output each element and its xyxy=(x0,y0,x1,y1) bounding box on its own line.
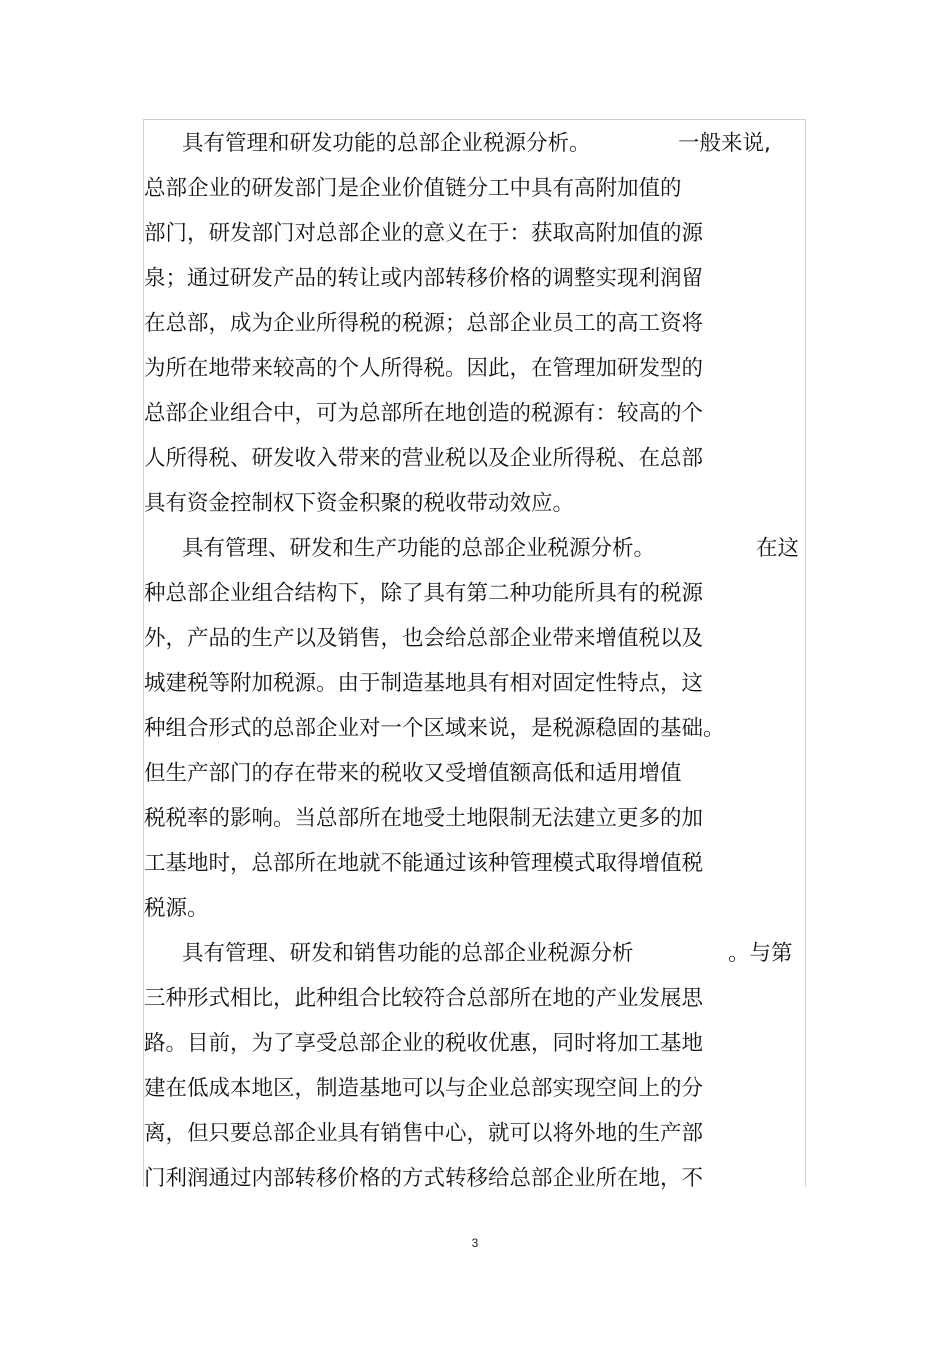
paragraph-3-heading: 具有管理、研发和销售功能的总部企业税源分析 xyxy=(182,941,634,966)
paragraph-1-heading: 具有管理和研发功能的总部企业税源分析。 xyxy=(182,131,591,156)
paragraph-2-line-9: 税源。 xyxy=(144,896,209,921)
paragraph-2-line-6: 但生产部门的存在带来的税收又受增值额高低和适用增值 xyxy=(144,761,682,786)
paragraph-2-line-7: 税税率的影响。当总部所在地受土地限制无法建立更多的加 xyxy=(144,806,704,831)
paragraph-1-line-2: 总部企业的研发部门是企业价值链分工中具有高附加值的 xyxy=(144,176,682,201)
paragraph-1-line-4: 泉；通过研发产品的转让或内部转移价格的调整实现利润留 xyxy=(144,266,704,291)
paragraph-2-line-8: 工基地时，总部所在地就不能通过该种管理模式取得增值税 xyxy=(144,851,704,876)
paragraph-2-line-1-tail: 在这 xyxy=(756,536,800,561)
paragraph-2-line-2: 种总部企业组合结构下，除了具有第二种功能所具有的税源 xyxy=(144,581,704,606)
paragraph-3-line-5: 离，但只要总部企业具有销售中心，就可以将外地的生产部 xyxy=(144,1121,704,1146)
paragraph-1-line-1-tail: 一般来说, xyxy=(678,131,771,156)
paragraph-3-line-1-tail: 。与第 xyxy=(728,941,793,966)
paragraph-1-line-8: 人所得税、研发收入带来的营业税以及企业所得税、在总部 xyxy=(144,446,704,471)
paragraph-1-line-5: 在总部，成为企业所得税的税源；总部企业员工的高工资将 xyxy=(144,311,704,336)
paragraph-3-line-1 xyxy=(182,940,634,968)
paragraph-1-line-9: 具有资金控制权下资金积聚的税收带动效应。 xyxy=(144,491,575,516)
page-number: 3 xyxy=(471,1236,479,1250)
paragraph-2-line-5: 种组合形式的总部企业对一个区域来说，是税源稳固的基础。 xyxy=(144,716,725,741)
paragraph-2-heading: 具有管理、研发和生产功能的总部企业税源分析。 xyxy=(182,536,656,561)
paragraph-1-line-6: 为所在地带来较高的个人所得税。因此，在管理加研发型的 xyxy=(144,356,704,381)
paragraph-2-line-4: 城建税等附加税源。由于制造基地具有相对固定性特点，这 xyxy=(144,671,704,696)
paragraph-1-line-3: 部门，研发部门对总部企业的意义在于：获取高附加值的源 xyxy=(144,221,704,246)
paragraph-1-line-1 xyxy=(182,130,591,158)
paragraph-3-line-3: 路。目前，为了享受总部企业的税收优惠，同时将加工基地 xyxy=(144,1031,704,1056)
paragraph-2-line-1 xyxy=(182,535,655,563)
paragraph-1-line-7: 总部企业组合中，可为总部所在地创造的税源有：较高的个 xyxy=(144,401,704,426)
paragraph-3-line-6: 门利润通过内部转移价格的方式转移给总部企业所在地，不 xyxy=(144,1166,704,1191)
paragraph-3-line-2: 三种形式相比，此种组合比较符合总部所在地的产业发展思 xyxy=(144,986,704,1011)
paragraph-3-line-4: 建在低成本地区，制造基地可以与企业总部实现空间上的分 xyxy=(144,1076,704,1101)
paragraph-2-line-3: 外，产品的生产以及销售，也会给总部企业带来增值税以及 xyxy=(144,626,704,651)
